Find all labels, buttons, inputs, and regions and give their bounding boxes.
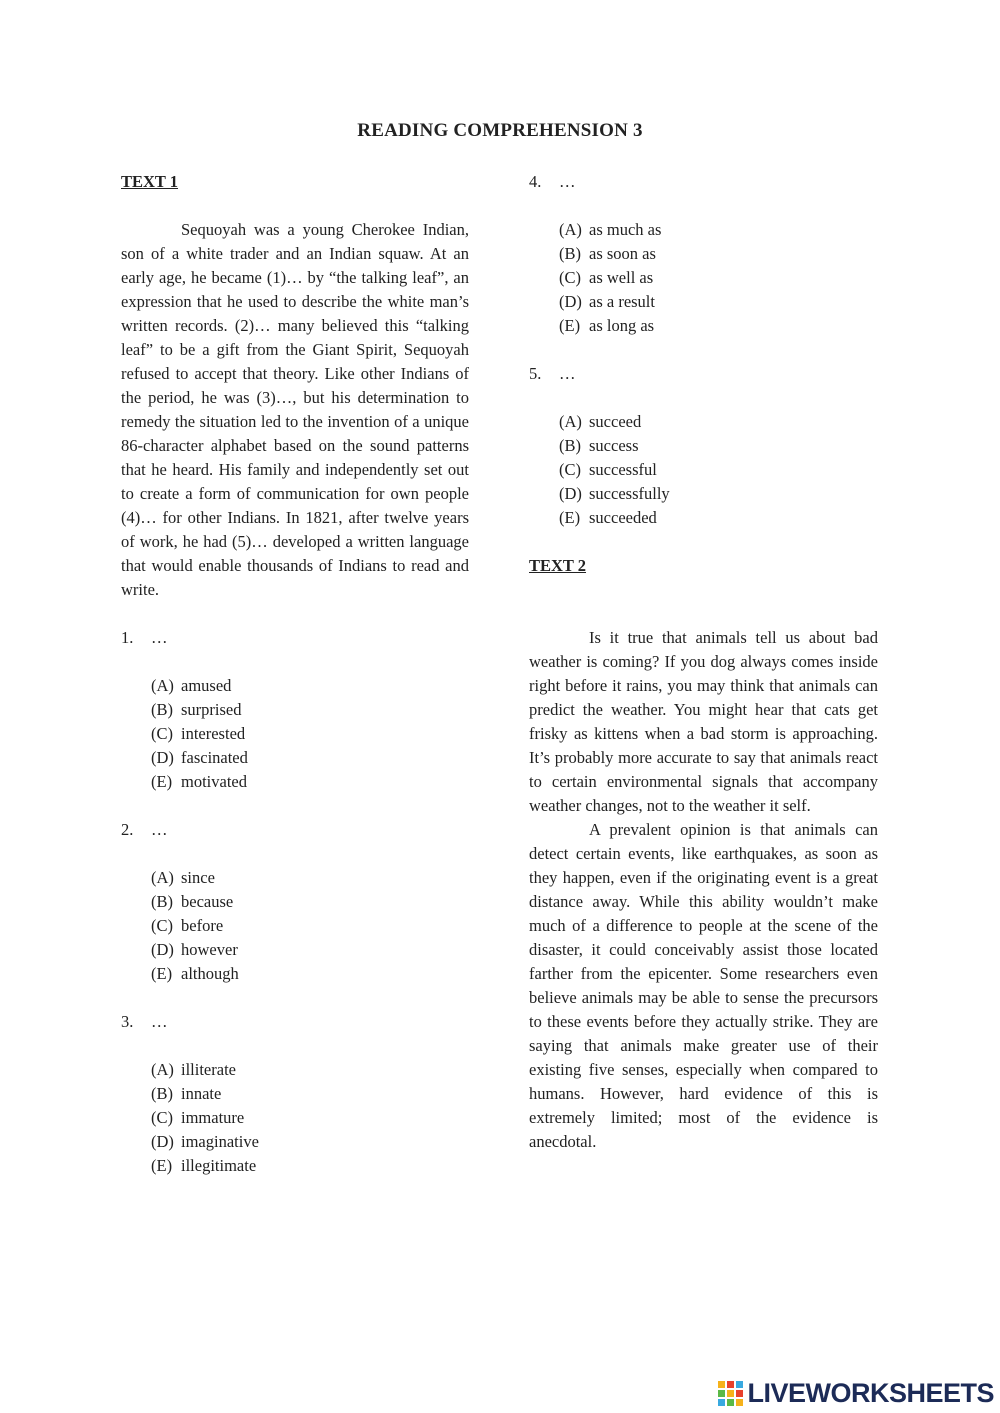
option-letter: (A) [559, 220, 582, 239]
option-letter: (C) [151, 724, 173, 743]
answer-option[interactable] [151, 770, 469, 794]
option-letter: (D) [151, 748, 174, 767]
answer-options [151, 866, 469, 986]
option-text: illiterate [181, 1060, 236, 1079]
option-letter: (E) [151, 964, 173, 983]
option-text: imaginative [181, 1132, 259, 1151]
question-head [529, 362, 878, 386]
option-letter: (B) [151, 1084, 173, 1103]
page-title: READING COMPREHENSION 3 [357, 120, 643, 141]
question-blank: … [559, 172, 576, 191]
question-blank: … [559, 364, 576, 383]
option-text: since [181, 868, 215, 887]
question-number: 5. [529, 364, 542, 383]
question-blank: … [151, 628, 168, 647]
option-text: interested [181, 724, 246, 743]
option-letter: (B) [559, 436, 581, 455]
option-letter: (D) [151, 1132, 174, 1151]
option-letter: (E) [559, 316, 581, 335]
text1-heading: TEXT 1 [121, 172, 179, 191]
option-text: as well as [589, 268, 654, 287]
answer-options [151, 674, 469, 794]
option-letter: (A) [151, 1060, 174, 1079]
option-letter: (A) [151, 676, 174, 695]
option-letter: (E) [151, 772, 173, 791]
option-text: as much as [589, 220, 662, 239]
option-letter: (D) [559, 292, 582, 311]
question-head [121, 1010, 469, 1034]
question-head [121, 626, 469, 650]
answer-option[interactable] [151, 1082, 469, 1106]
liveworksheets-logo-icon [718, 1380, 744, 1406]
option-letter: (B) [151, 892, 173, 911]
question-head [121, 818, 469, 842]
answer-option[interactable] [559, 458, 878, 482]
left-column [121, 170, 469, 1178]
answer-option[interactable] [559, 266, 878, 290]
liveworksheets-logo-text: LIVEWORKSHEETS [747, 1377, 994, 1408]
question-blank: … [151, 820, 168, 839]
question-number: 4. [529, 172, 542, 191]
answer-option[interactable] [559, 410, 878, 434]
answer-option[interactable] [151, 1106, 469, 1130]
right-column [529, 170, 878, 1154]
option-text: successful [589, 460, 657, 479]
option-text: as long as [589, 316, 655, 335]
option-text: however [181, 940, 238, 959]
option-letter: (B) [559, 244, 581, 263]
question-4 [529, 170, 878, 338]
answer-option[interactable] [151, 1058, 469, 1082]
answer-option[interactable] [151, 938, 469, 962]
option-text: innate [181, 1084, 222, 1103]
option-text: success [589, 436, 639, 455]
text2-paragraph-1: Is it true that animals tell us about bad weather is coming? If you dog always comes inside right before it rains, you may think that animals can predict the weather. You might hear that cats get frisky as kittens when a bad storm is approaching. It’s probably more accurate to say that animals react to certain environmental signals that accompany weather changes, not to the weather it self. [529, 628, 878, 815]
option-letter: (D) [151, 940, 174, 959]
answer-option[interactable] [559, 290, 878, 314]
option-text: succeed [589, 412, 642, 431]
answer-options [559, 218, 878, 338]
option-text: although [181, 964, 239, 983]
option-letter: (C) [151, 916, 173, 935]
option-letter: (C) [151, 1108, 173, 1127]
text1-paragraph: Sequoyah was a young Cherokee Indian, son of a white trader and an Indian squaw. At an early age, he became (1)… by “the talking leaf”, an expression that he used to describe the white man’s written records. (2)… many believed this “talking leaf” to be a gift from the Giant Spirit, Sequoyah refused to accept that theory. Like other Indians of the period, he was (3)…, but his determination to remedy the situation led to the invention of a unique 86-character alphabet based on the sound patterns that he heard. His family and independently set out to create a form of communication for own people (4)… for other Indians. In 1821, after twelve years of work, he had (5)… developed a written language that would enable thousands of Indians to read and write. [121, 220, 469, 599]
liveworksheets-logo [718, 1376, 994, 1410]
answer-option[interactable] [151, 914, 469, 938]
option-letter: (C) [559, 268, 581, 287]
option-text: motivated [181, 772, 247, 791]
option-text: surprised [181, 700, 242, 719]
answer-option[interactable] [151, 722, 469, 746]
answer-option[interactable] [559, 218, 878, 242]
option-letter: (C) [559, 460, 581, 479]
option-letter: (A) [151, 868, 174, 887]
option-text: because [181, 892, 234, 911]
question-blank: … [151, 1012, 168, 1031]
question-head [529, 170, 878, 194]
question-3 [121, 1010, 469, 1178]
answer-options [559, 410, 878, 530]
option-text: as soon as [589, 244, 656, 263]
answer-option[interactable] [151, 962, 469, 986]
text2-heading: TEXT 2 [529, 556, 587, 575]
answer-option[interactable] [151, 1130, 469, 1154]
option-letter: (A) [559, 412, 582, 431]
option-text: fascinated [181, 748, 248, 767]
option-letter: (E) [559, 508, 581, 527]
option-text: illegitimate [181, 1156, 257, 1175]
answer-option[interactable] [151, 698, 469, 722]
option-letter: (D) [559, 484, 582, 503]
question-number: 1. [121, 628, 134, 647]
question-number: 3. [121, 1012, 134, 1031]
text2-paragraph-2: A prevalent opinion is that animals can detect certain events, like earthquakes, as soon as they happen, even if the originating event is a great distance away. While this ability wouldn’t make much of a difference to people at the scene of the disaster, it could conceivably assist those located farther from the epicenter. Some researchers even believe animals may be able to sense the precursors to these events before they actually strike. They are saying that animals make greater use of their existing five senses, especially when compared to humans. However, hard evidence of this is extremely limited; most of the evidence is anecdotal. [529, 820, 878, 1151]
answer-option[interactable] [559, 242, 878, 266]
answer-option[interactable] [151, 674, 469, 698]
answer-option[interactable] [151, 1154, 469, 1178]
answer-option[interactable] [151, 890, 469, 914]
answer-option[interactable] [151, 866, 469, 890]
question-number: 2. [121, 820, 134, 839]
option-letter: (B) [151, 700, 173, 719]
question-1 [121, 626, 469, 794]
answer-option[interactable] [559, 314, 878, 338]
option-text: succeeded [589, 508, 657, 527]
option-letter: (E) [151, 1156, 173, 1175]
answer-option[interactable] [559, 482, 878, 506]
option-text: successfully [589, 484, 670, 503]
option-text: amused [181, 676, 232, 695]
question-2 [121, 818, 469, 986]
option-text: immature [181, 1108, 245, 1127]
answer-option[interactable] [559, 506, 878, 530]
option-text: as a result [589, 292, 655, 311]
answer-option[interactable] [559, 434, 878, 458]
answer-options [151, 1058, 469, 1178]
option-text: before [181, 916, 224, 935]
question-5 [529, 362, 878, 530]
answer-option[interactable] [151, 746, 469, 770]
